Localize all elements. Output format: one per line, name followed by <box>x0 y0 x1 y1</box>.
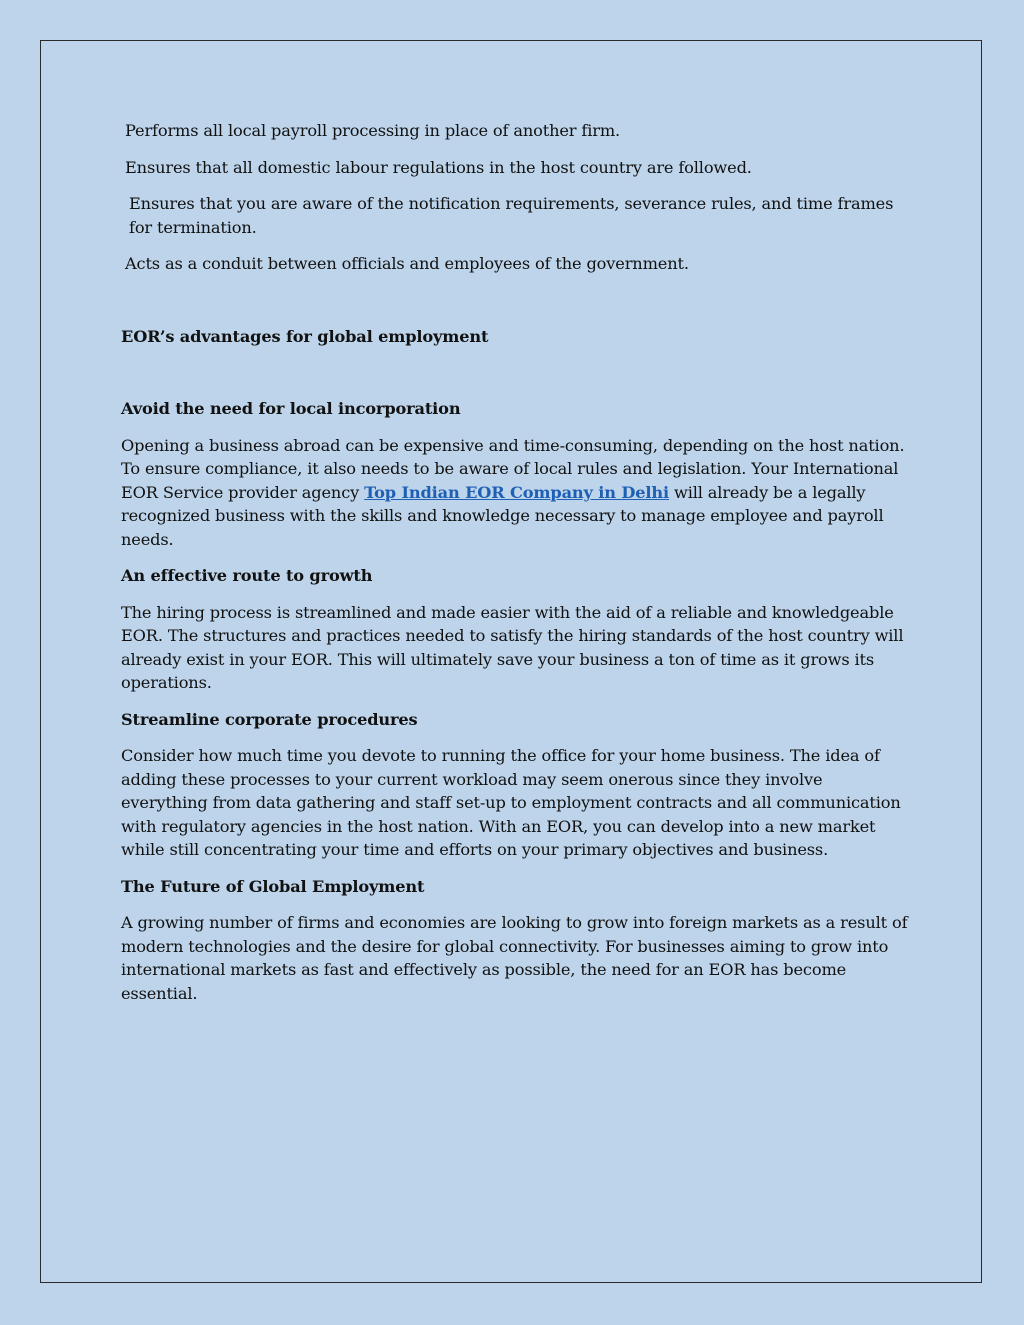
paragraph-text-before-link: Opening a business abroad can be expensive and time-consuming, depending on the host nation. To ensure compliance, it also needs to be aware of local rules and legislation. Your International EOR Service provider agency <box>121 435 905 502</box>
eor-company-link[interactable]: Top Indian EOR Company in Delhi <box>364 482 670 502</box>
section-title: EOR’s advantages for global employment <box>121 326 489 346</box>
spacer <box>121 289 911 325</box>
paragraph-route-to-growth: The hiring process is streamlined and made easier with the aid of a reliable and knowledgeable EOR. The structures and practices needed to satisfy the hiring standards of the host country will already exist in your EOR. This will ultimately save your business a ton of time as it grows its operations. <box>121 602 904 692</box>
heading-future-global-employment: The Future of Global Employment <box>121 876 425 896</box>
paragraph-avoid-incorporation <box>121 434 911 552</box>
paragraph-future-global-employment: A growing number of firms and economies are looking to grow into foreign markets as a result of modern technologies and the desire for global connectivity. For businesses aiming to grow into international markets as fast and effectively as possible, the need for an EOR has become essential. <box>121 913 908 1003</box>
paragraph-text-after-link: will already be a legally recognized business with the skills and knowledge necessary to manage employee and payroll needs. <box>121 482 884 549</box>
heading-streamline-procedures: Streamline corporate procedures <box>121 709 418 729</box>
bullet-payroll: Performs all local payroll processing in place of another firm. <box>125 121 621 140</box>
bullet-notification-requirements: Ensures that you are aware of the notification requirements, severance rules, and time frames for termination. <box>129 194 894 237</box>
document-body <box>121 119 911 1018</box>
bullet-labour-regulations: Ensures that all domestic labour regulations in the host country are followed. <box>125 157 752 177</box>
paragraph-streamline-procedures: Consider how much time you devote to running the office for your home business. The idea of adding these processes to your current workload may seem onerous since they involve everything from data gathering and staff set-up to employment contracts and all communication with regulatory agencies in the host nation. With an EOR, you can develop into a new market while still concentrating your time and efforts on your primary objectives and business. <box>121 746 901 859</box>
heading-avoid-incorporation: Avoid the need for local incorporation <box>121 399 461 418</box>
bullet-conduit: Acts as a conduit between officials and employees of the government. <box>125 254 689 273</box>
spacer <box>121 361 911 397</box>
heading-route-to-growth: An effective route to growth <box>121 566 373 585</box>
